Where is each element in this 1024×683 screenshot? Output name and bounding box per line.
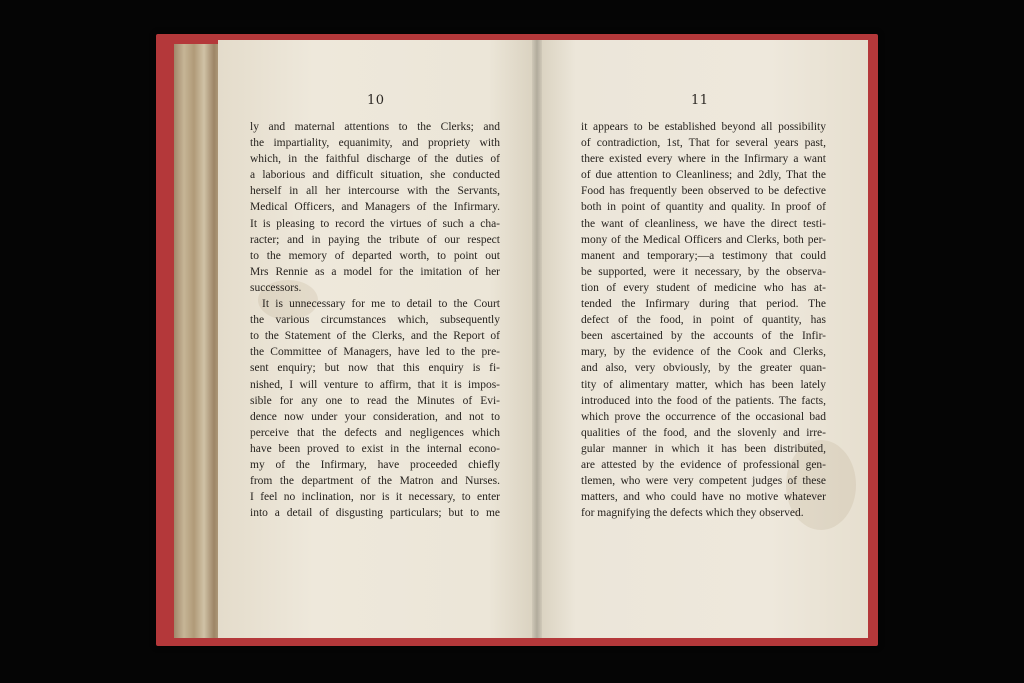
open-book <box>156 34 878 646</box>
text-line: and also, very obviously, by the greater quan- <box>581 362 826 375</box>
text-line: dence now under your consideration, and not to <box>250 410 500 423</box>
text-line: herself in all her intercourse with the Servants, <box>250 185 500 198</box>
text-line: for magnifying the defects which they observed. <box>581 507 804 520</box>
text-line: gular manner in which it has been distributed, <box>581 442 826 455</box>
text-line: my of the Infirmary, have proceeded chiefly <box>250 458 500 471</box>
text-line: tity of alimentary matter, which has been lately <box>581 378 826 391</box>
text-line: ly and maternal attentions to the Clerks; and <box>250 121 500 133</box>
text-line: I feel no inclination, nor is it necessary, to enter <box>250 491 500 504</box>
text-line: mary, by the evidence of the Cook and Clerks, <box>581 346 826 359</box>
right-page-number: 11 <box>691 93 709 108</box>
text-line: It is unnecessary for me to detail to the Court <box>262 298 500 311</box>
text-line: racter; and in paying the tribute of our respect <box>250 233 500 246</box>
text-line: of due attention to Cleanliness; and 2dly, That the <box>581 169 826 182</box>
text-line: have been proved to exist in the internal econo- <box>250 442 500 455</box>
text-line: both in point of quantity and quality. In proof of <box>581 201 826 214</box>
book-gutter <box>532 40 542 638</box>
left-page-number: 10 <box>367 93 385 108</box>
text-line: tion of every student of medicine who has at- <box>581 281 826 294</box>
text-line: sible for any one to read the Minutes of Evi- <box>250 394 500 407</box>
text-line: manent and temporary;—a testimony that could <box>581 249 826 262</box>
right-page <box>536 40 868 638</box>
text-line: successors. <box>250 281 302 294</box>
text-line: it appears to be established beyond all possibility <box>581 121 826 133</box>
right-page-text <box>581 119 826 521</box>
text-line: mony of the Medical Officers and Clerks, both per- <box>581 233 826 246</box>
text-line: the want of cleanliness, we have the direct testi- <box>581 217 826 230</box>
text-line: qualities of the food, and the slovenly and irre- <box>581 426 826 439</box>
text-line: Food has frequently been observed to be defective <box>581 185 826 198</box>
text-line: introduced into the food of the patients. The facts, <box>581 394 826 407</box>
text-line: into a detail of disgusting particulars; but to me <box>250 507 500 520</box>
text-line: which prove the occurrence of the occasional bad <box>581 410 826 423</box>
text-line: matters, and who could have no motive whatever <box>581 491 826 504</box>
text-line: which, in the faithful discharge of the duties of <box>250 153 500 166</box>
text-line: from the department of the Matron and Nurses. <box>250 475 500 488</box>
text-line: defect of the food, in point of quantity, has <box>581 314 826 327</box>
page-edges <box>174 44 224 638</box>
text-line: tended the Infirmary during that period. The <box>581 298 826 311</box>
text-line: It is pleasing to record the virtues of such a cha- <box>250 217 500 230</box>
left-page-text <box>250 119 500 521</box>
text-line: sent enquiry; but now that this enquiry is fi- <box>250 362 500 375</box>
left-page <box>218 40 536 638</box>
text-line: Medical Officers, and Managers of the Infirmary. <box>250 201 500 214</box>
text-line: nished, I will venture to affirm, that it is impos- <box>250 378 500 391</box>
text-line: be supported, were it necessary, by the observa- <box>581 265 826 278</box>
text-line: Mrs Rennie as a model for the imitation of her <box>250 265 500 278</box>
text-line: to the Statement of the Clerks, and the Report of <box>250 330 500 343</box>
text-line: of contradiction, 1st, That for several years past, <box>581 137 826 150</box>
text-line: the Committee of Managers, have led to the pre- <box>250 346 500 359</box>
text-line: been ascertained by the accounts of the Infir- <box>581 330 826 343</box>
text-line: the various circumstances which, subsequently <box>250 314 500 327</box>
text-line: there existed every where in the Infirmary a want <box>581 153 826 166</box>
text-line: to the memory of departed worth, to point out <box>250 249 500 262</box>
text-line: are attested by the evidence of professional gen- <box>581 458 826 471</box>
text-line: the impartiality, equanimity, and propriety with <box>250 137 500 150</box>
text-line: perceive that the defects and negligences which <box>250 426 500 439</box>
text-line: tlemen, who were very competent judges of these <box>581 475 826 488</box>
text-line: a laborious and difficult situation, she conducted <box>250 169 500 182</box>
